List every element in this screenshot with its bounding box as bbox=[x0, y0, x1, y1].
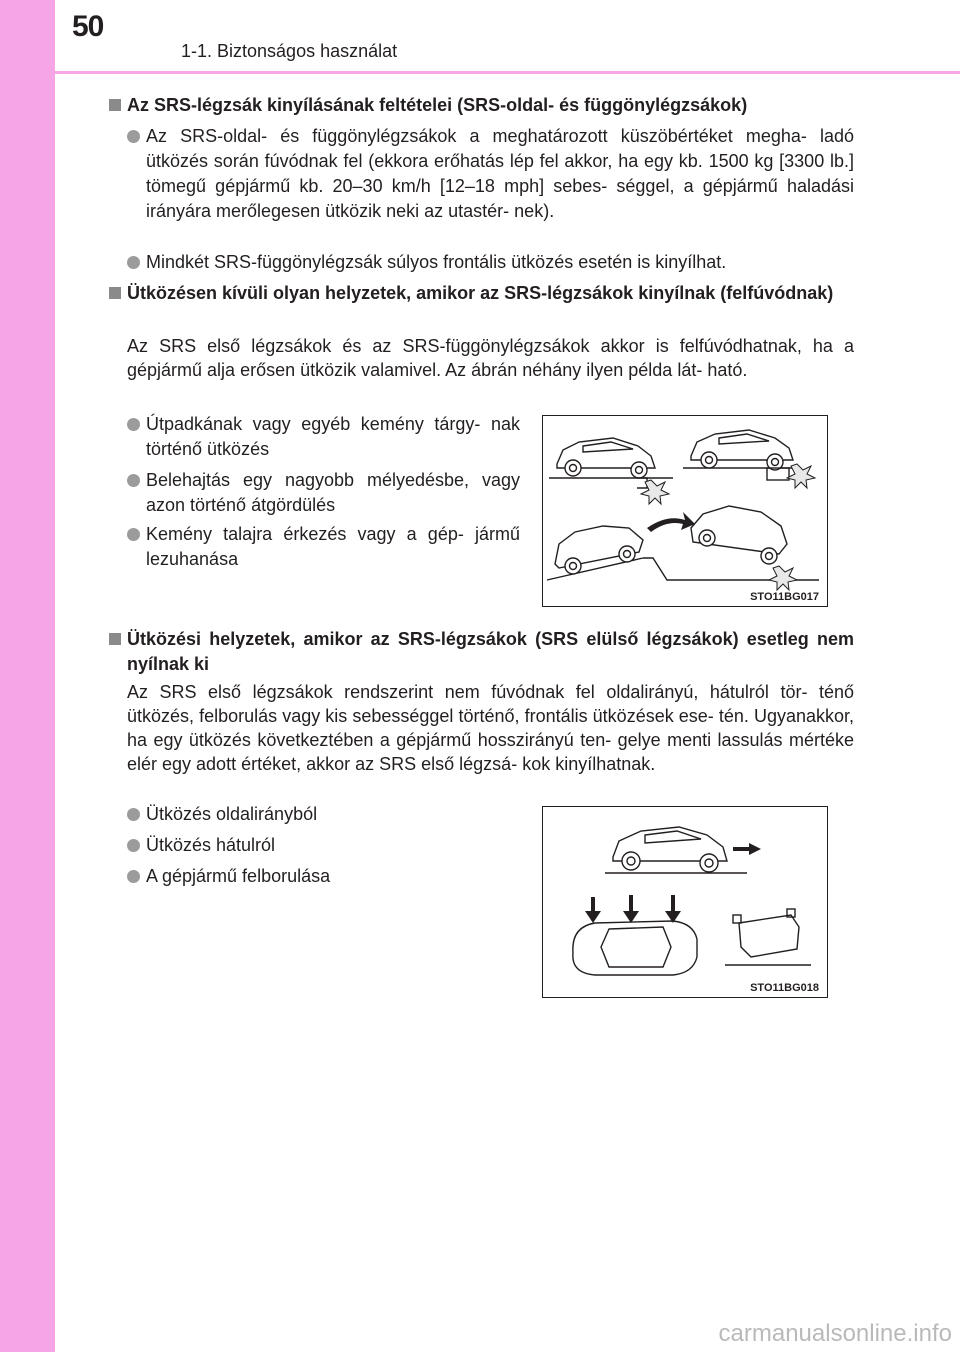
heading-text: Ütközésen kívüli olyan helyzetek, amikor az SRS-légzsákok kinyílnak (felfúvódnak) bbox=[127, 283, 834, 303]
intro-paragraph: Az SRS első légzsákok rendszerint nem fúvódnak fel oldalirányú, hátulról tör- ténő ütközés, felborulás vagy kis sebességgel történő, frontális ütközések ese- tén. Ugyanakkor, ha egy ütközés következtében a gépjármű hosszirányú ten- gelye menti lassulás mértéke elér egy adott értéket, akkor az SRS első légzsá- kok kinyílhatnak. bbox=[127, 682, 854, 774]
list-item-text: A gépjármű felborulása bbox=[146, 866, 331, 886]
intro-paragraph: Az SRS első légzsákok és az SRS-függönylégzsákok akkor is felfúvódhatnak, ha a gépjármű alja erősen ütközik valamivel. Az ábrán néhány ilyen példa lát- ható. bbox=[127, 336, 854, 380]
list-item bbox=[146, 522, 520, 572]
list-item bbox=[146, 124, 854, 224]
running-head: 1-1. Biztonságos használat bbox=[181, 41, 398, 61]
round-bullet-icon bbox=[127, 474, 140, 487]
list-item bbox=[146, 802, 520, 827]
list-item-text: Kemény talajra érkezés vagy a gép- jármű lezuhanása bbox=[146, 524, 520, 569]
round-bullet-icon bbox=[127, 808, 140, 821]
section-heading-may-not-deploy bbox=[109, 627, 854, 677]
round-bullet-icon bbox=[127, 418, 140, 431]
square-bullet-icon bbox=[109, 633, 121, 645]
list-item-text: Útpadkának vagy egyéb kemény tárgy- nak történő ütközés bbox=[146, 414, 520, 459]
figure-code: STO11BG018 bbox=[750, 982, 819, 994]
list-item bbox=[146, 468, 520, 518]
list-item bbox=[146, 250, 854, 275]
list-item-text: Ütközés hátulról bbox=[146, 835, 276, 855]
side-rear-rollover-illustration bbox=[543, 807, 827, 997]
heading-text: Az SRS-légzsák kinyílásának feltételei (SRS-oldal- és függönylégzsákok) bbox=[127, 95, 748, 115]
page-number: 50 bbox=[72, 10, 104, 43]
list-item bbox=[146, 864, 520, 889]
section-heading-deploy bbox=[109, 93, 854, 118]
round-bullet-icon bbox=[127, 130, 140, 143]
square-bullet-icon bbox=[109, 287, 121, 299]
list-item-text: Mindkét SRS-függönylégzsák súlyos frontális ütközés esetén is kinyílhat. bbox=[146, 252, 727, 272]
list-item-text: Az SRS-oldal- és függönylégzsákok a meghatározott küszöbértéket megha- ladó ütközés során fúvódnak fel (ekkora erőhatás lép fel akkor, ha egy kb. 1500 kg [3300 lb.] tömegű gépjármű kb. 20–30 km/h [12–18 mph] sebes- séggel, a gépjármű haladási irányára merőlegesen ütközik neki az utastér- nek). bbox=[146, 126, 854, 221]
section-heading-non-collision bbox=[109, 281, 854, 306]
undercarriage-impacts-illustration bbox=[543, 416, 827, 606]
figure-undercarriage-impacts bbox=[542, 415, 828, 607]
figure-side-rear-rollover bbox=[542, 806, 828, 998]
square-bullet-icon bbox=[109, 99, 121, 111]
round-bullet-icon bbox=[127, 839, 140, 852]
side-color-band bbox=[0, 0, 55, 1352]
list-item-text: Belehajtás egy nagyobb mélyedésbe, vagy azon történő átgördülés bbox=[146, 470, 520, 515]
list-item-text: Ütközés oldalirányból bbox=[146, 804, 318, 824]
watermark: carmanualsonline.info bbox=[718, 1320, 952, 1347]
list-item bbox=[146, 412, 520, 462]
header-rule bbox=[55, 71, 960, 74]
heading-text: Ütközési helyzetek, amikor az SRS-légzsákok (SRS elülső légzsákok) esetleg nem nyílnak ki bbox=[127, 629, 854, 674]
figure-code: STO11BG017 bbox=[750, 591, 819, 603]
round-bullet-icon bbox=[127, 528, 140, 541]
list-item bbox=[146, 833, 520, 858]
round-bullet-icon bbox=[127, 256, 140, 269]
round-bullet-icon bbox=[127, 870, 140, 883]
